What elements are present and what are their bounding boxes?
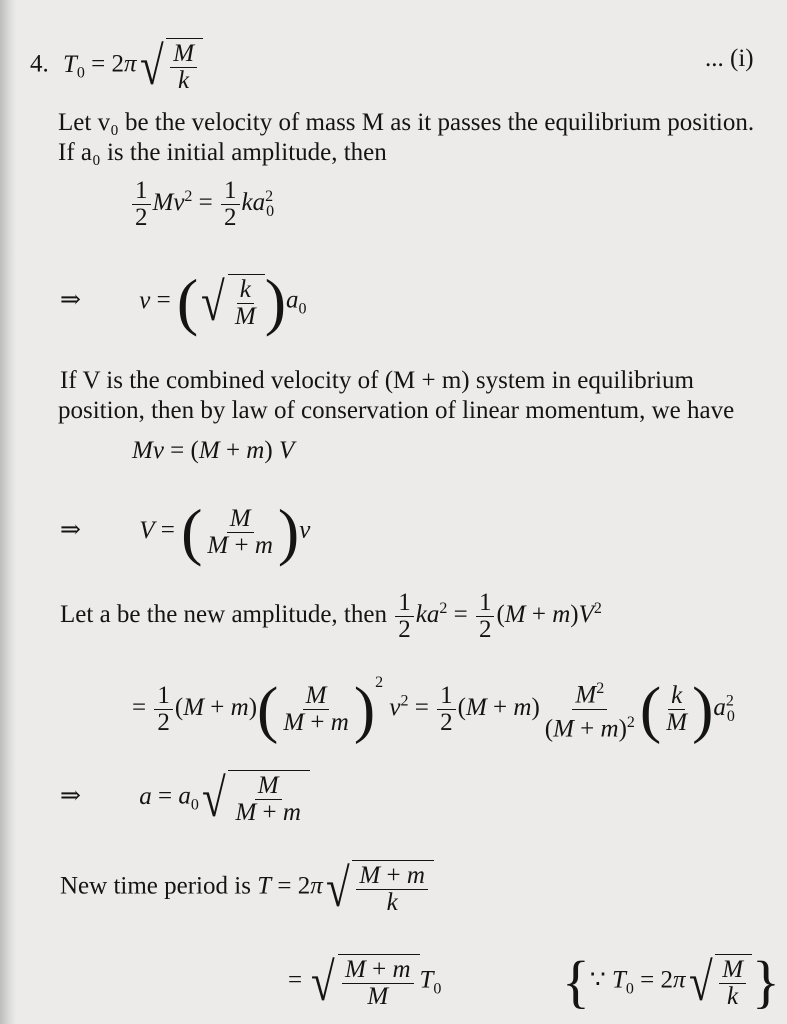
equation-new-period: New time period is T = 2π √ $\frac{M + m}{k}$ <box>60 860 434 916</box>
equation-period-t0: 4. $T_0 = 2\pi$ √ $\frac{M}{k}$ <box>30 38 203 94</box>
equation-combined-velocity: ⇒ V = ( $\frac{M}{M + m}$ )v <box>60 496 311 567</box>
text-new-amplitude: Let a be the new amplitude, then <box>60 601 387 629</box>
equation-expansion: = $\frac{1}{2}$ (M + m)( $\frac{M}{M + m}$ )$^2$ $v^2$ = $\frac{1}{2}$ (M + m) $\frac{M^2}{(M + m)^2}$ ( $\frac{k}{M}$ )$a^2_0$ <box>132 673 735 745</box>
equation-velocity: ⇒ v = ( √ $\frac{k}{M}$ )$a_0$ <box>60 266 307 337</box>
equation-period-ratio: = √ $\frac{M + m}{M}$ $T_0$ <box>288 952 442 1012</box>
implies-symbol: ⇒ <box>60 286 81 314</box>
text-combined-velocity-1: If V is the combined velocity of (M + m) system in equilibrium <box>60 367 694 394</box>
equation-momentum: Mv = (M + m) V <box>132 437 295 464</box>
because-symbol: ∵ <box>589 966 606 994</box>
problem-number: 4. <box>30 50 49 78</box>
text-velocity-intro: Let v₀ be the velocity of mass M as it passes the equilibrium position. <box>58 109 755 136</box>
equation-amplitude-result: ⇒ $a = a_0$ √ $\frac{M}{M + m}$ <box>60 770 310 826</box>
text-new-period: New time period is <box>60 872 251 900</box>
equation-label-i: ... (i) <box>705 45 754 72</box>
equation-energy: $\frac{1}{2}$ $Mv^2$ = $\frac{1}{2}$ $ka^2_0$ <box>130 178 274 231</box>
text-combined-velocity-2: position, then by law of conservation of linear momentum, we have <box>58 397 735 424</box>
text-amplitude-intro: If a₀ is the initial amplitude, then <box>58 139 387 166</box>
page-edge-shadow <box>0 0 16 1024</box>
equation-because-note: {∵ $T_0 = 2\pi$ √ $\frac{M}{k}$ } <box>562 949 780 1014</box>
equation-new-amplitude: Let a be the new amplitude, then $\frac{1}{2}$ $ka^2$ = $\frac{1}{2}$ $(M + m)V^2$ <box>60 589 602 643</box>
